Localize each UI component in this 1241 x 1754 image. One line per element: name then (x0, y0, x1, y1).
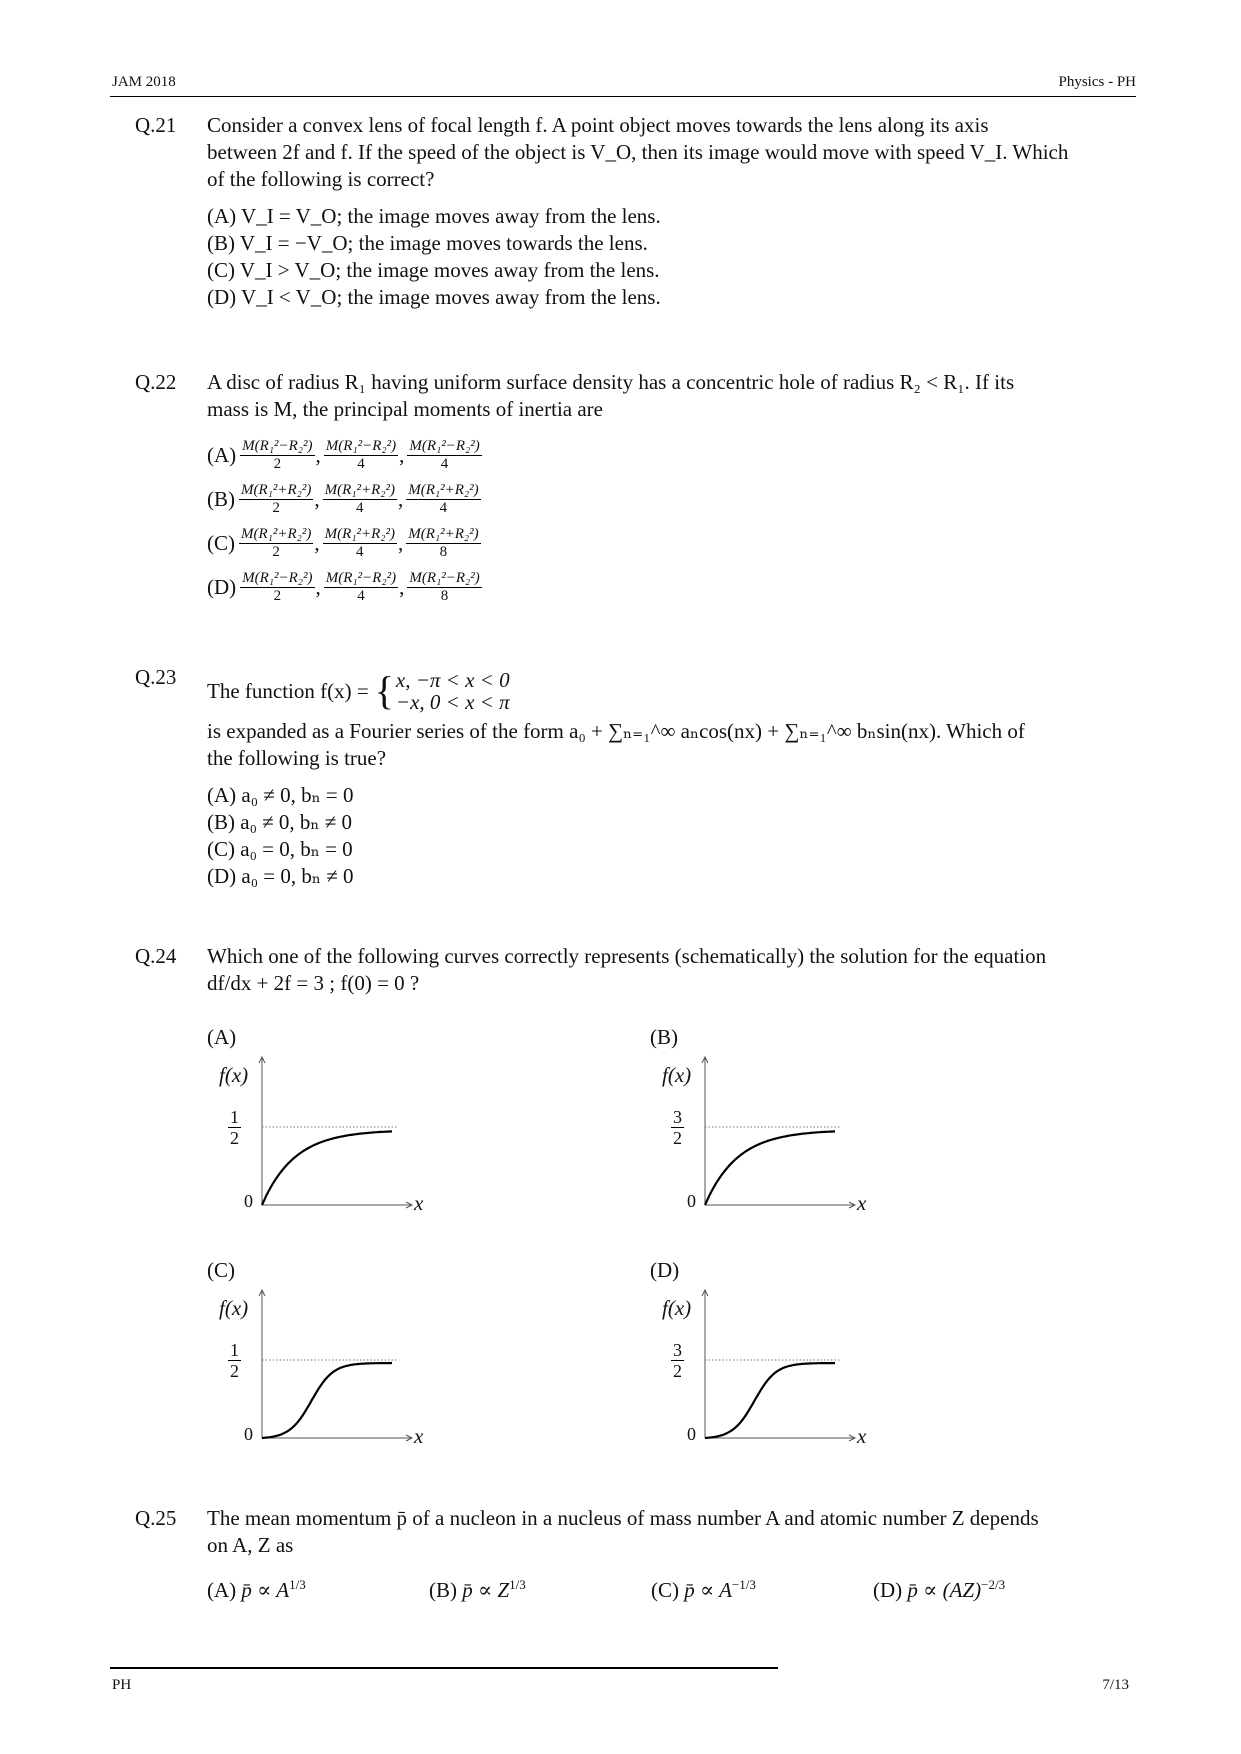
question-number: Q.22 (135, 370, 177, 394)
option-d[interactable] (873, 1571, 1005, 1604)
question-number: Q.25 (135, 1506, 177, 1530)
fraction (239, 482, 313, 517)
exponent: 1/3 (509, 1577, 526, 1592)
function-definition: The function f(x) = (207, 678, 369, 703)
question-number: Q.21 (135, 113, 177, 137)
numerator: 3 (673, 1340, 682, 1360)
option-label: (A) (207, 1578, 242, 1602)
option-label: (B) (429, 1578, 463, 1602)
plot-svg (207, 1025, 437, 1225)
option-a[interactable]: (A) V_I = V_O; the image moves away from the lens. (207, 204, 661, 228)
plot-option-a[interactable] (207, 1025, 437, 1225)
option-a[interactable] (207, 1571, 306, 1604)
comma: , (397, 530, 404, 555)
option-label: (C) (207, 1258, 235, 1282)
y-axis-label: f(x) (219, 1063, 249, 1087)
numerator: M(R₁²−R₂²) (409, 437, 480, 454)
numerator: M(R₁²−R₂²) (325, 569, 397, 586)
numerator: M(R₁²+R₂²) (324, 481, 395, 498)
fraction (239, 526, 313, 561)
solution-curve (262, 1131, 392, 1205)
question-text-line: between 2f and f. If the speed of the object is V_O, then its image would move with speed V_I. Which (207, 140, 1069, 164)
numerator: M(R₁²−R₂²) (242, 437, 313, 454)
option-b[interactable]: (B) V_I = −V_O; the image moves towards the lens. (207, 231, 648, 255)
option-label: (A) (207, 1025, 237, 1049)
exponent: −2/3 (981, 1577, 1006, 1592)
question-text-line: mass is M, the principal moments of inertia are (207, 397, 603, 421)
case-one: x, −π < x < 0 (395, 668, 510, 692)
header-rule (110, 96, 1136, 97)
denominator: 2 (230, 1128, 239, 1148)
denominator: 2 (273, 455, 282, 472)
fraction (324, 570, 398, 605)
fraction (324, 438, 398, 473)
fraction (407, 570, 481, 605)
numerator: M(R₁²+R₂²) (241, 481, 312, 498)
option-label: (D) (873, 1578, 908, 1602)
numerator: 1 (230, 1107, 239, 1127)
option-list (207, 1571, 1137, 1611)
comma: , (315, 442, 321, 467)
fraction (240, 570, 314, 605)
question-text-line: A disc of radius R₁ having uniform surface density has a concentric hole of radius R₂ < R₁. If its (207, 370, 1015, 394)
denominator: 8 (439, 543, 448, 560)
numerator: M(R₁²+R₂²) (408, 481, 479, 498)
denominator: 8 (440, 587, 449, 604)
option-a[interactable]: (A) a₀ ≠ 0, bₙ = 0 (207, 783, 354, 807)
asymptote-value (228, 1340, 241, 1381)
numerator: M(R₁²−R₂²) (409, 569, 480, 586)
fraction (406, 482, 480, 517)
question-number: Q.24 (135, 944, 177, 968)
x-axis-label: x (857, 1424, 867, 1448)
option-label: (A) (207, 442, 237, 467)
asymptote-value (671, 1340, 684, 1381)
brace: { (374, 668, 394, 713)
exponent: −1/3 (731, 1577, 756, 1592)
question-text-line: Consider a convex lens of focal length f. A point object moves towards the lens along its axis (207, 113, 989, 137)
question-text-line: the following is true? (207, 746, 387, 770)
origin-label: 0 (687, 1424, 696, 1444)
denominator: 2 (673, 1128, 682, 1148)
option-label: (C) (207, 530, 235, 555)
comma: , (397, 486, 404, 511)
asymptote-value (671, 1107, 684, 1148)
numerator: 3 (673, 1107, 682, 1127)
footer-left: PH (112, 1677, 132, 1693)
comma: , (314, 486, 320, 511)
y-axis-label: f(x) (662, 1296, 692, 1320)
expression: p̄ ∝ A (241, 1578, 290, 1602)
numerator: M(R₁²+R₂²) (241, 525, 312, 542)
header-left: JAM 2018 (112, 74, 176, 90)
denominator: 4 (357, 455, 365, 472)
denominator: 4 (440, 455, 449, 472)
comma: , (314, 530, 320, 555)
x-axis-label: x (414, 1191, 424, 1215)
option-c[interactable] (651, 1571, 756, 1604)
fraction (407, 438, 481, 473)
fraction (323, 526, 397, 561)
option-label: (B) (650, 1025, 678, 1049)
origin-label: 0 (687, 1191, 696, 1211)
header-right: Physics - PH (1058, 74, 1136, 90)
solution-curve (262, 1363, 392, 1438)
option-c[interactable] (207, 521, 1137, 565)
option-a[interactable] (207, 433, 1137, 477)
exponent: 1/3 (289, 1577, 306, 1592)
y-axis-label: f(x) (662, 1063, 692, 1087)
option-b[interactable]: (B) a₀ ≠ 0, bₙ ≠ 0 (207, 810, 353, 834)
denominator: 4 (439, 499, 448, 516)
comma: , (399, 574, 405, 599)
question-text-line: of the following is correct? (207, 167, 435, 191)
question-text-line: Which one of the following curves correctly represents (schematically) the solution for the equation (207, 944, 1047, 968)
option-c[interactable]: (C) V_I > V_O; the image moves away from the lens. (207, 258, 660, 282)
comma: , (399, 442, 405, 467)
plot-svg (650, 1258, 880, 1458)
expression: p̄ ∝ (AZ) (907, 1578, 982, 1602)
denominator: 2 (230, 1361, 239, 1381)
solution-curve (705, 1363, 835, 1438)
plot-option-b[interactable] (650, 1025, 880, 1225)
case-two: −x, 0 < x < π (395, 690, 510, 714)
option-label: (B) (207, 486, 235, 511)
numerator: M(R₁²−R₂²) (325, 437, 397, 454)
x-axis-label: x (857, 1191, 867, 1215)
option-b[interactable] (429, 1571, 526, 1604)
y-axis-label: f(x) (219, 1296, 249, 1320)
expression: p̄ ∝ A (684, 1578, 732, 1602)
plot-option-c[interactable] (207, 1258, 437, 1458)
comma: , (315, 574, 321, 599)
question-number: Q.23 (135, 665, 177, 689)
origin-label: 0 (244, 1191, 253, 1211)
option-label: (C) (651, 1578, 685, 1602)
option-label: (D) (207, 574, 237, 599)
option-c[interactable]: (C) a₀ = 0, bₙ = 0 (207, 837, 353, 861)
plot-option-d[interactable] (650, 1258, 880, 1458)
option-d[interactable]: (D) V_I < V_O; the image moves away from the lens. (207, 285, 661, 309)
denominator: 2 (673, 1361, 682, 1381)
footer-rule (110, 1667, 778, 1669)
fraction (240, 438, 314, 473)
numerator: 1 (230, 1340, 239, 1360)
numerator: M(R₁²+R₂²) (324, 525, 395, 542)
denominator: 2 (273, 587, 282, 604)
denominator: 2 (272, 543, 280, 560)
option-list (207, 433, 1137, 609)
solution-curve (705, 1131, 835, 1205)
numerator: M(R₁²−R₂²) (242, 569, 313, 586)
asymptote-value (228, 1107, 241, 1148)
page-number: 7/13 (1102, 1677, 1129, 1693)
expression: p̄ ∝ Z (462, 1578, 510, 1602)
question-text-line: on A, Z as (207, 1533, 294, 1557)
fraction (323, 482, 397, 517)
denominator: 4 (356, 499, 364, 516)
question-text-line: The mean momentum p̄ of a nucleon in a nucleus of mass number A and atomic number Z depends (207, 1506, 1039, 1530)
option-d[interactable]: (D) a₀ = 0, bₙ ≠ 0 (207, 864, 354, 888)
plot-svg (207, 1258, 437, 1458)
option-b[interactable] (207, 477, 1137, 521)
option-label: (D) (650, 1258, 680, 1282)
numerator: M(R₁²+R₂²) (408, 525, 479, 542)
option-d[interactable] (207, 565, 1137, 609)
fraction (406, 526, 480, 561)
denominator: 4 (357, 587, 365, 604)
x-axis-label: x (414, 1424, 424, 1448)
denominator: 2 (272, 499, 280, 516)
question-text-line: is expanded as a Fourier series of the form a₀ + ∑ₙ₌₁^∞ aₙcos(nx) + ∑ₙ₌₁^∞ bₙsin(nx). Which of (207, 719, 1025, 743)
equation: df/dx + 2f = 3 ; f(0) = 0 ? (207, 971, 420, 995)
denominator: 4 (356, 543, 364, 560)
origin-label: 0 (244, 1424, 253, 1444)
plot-svg (650, 1025, 880, 1225)
